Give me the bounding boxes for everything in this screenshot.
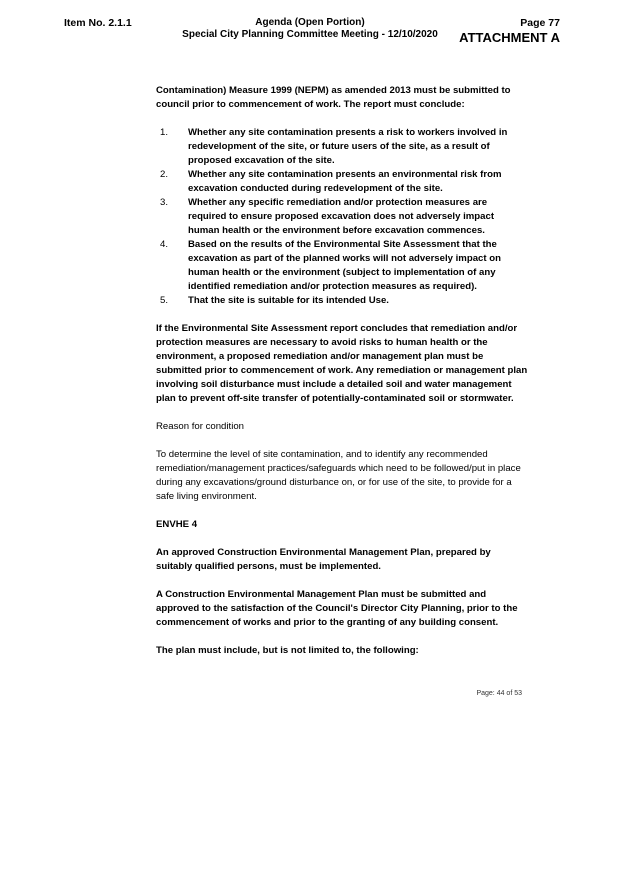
list-item — [156, 168, 528, 196]
list-item — [156, 196, 528, 238]
list-item — [156, 238, 528, 294]
item-number: Item No. 2.1.1 — [64, 17, 132, 29]
document-body — [156, 84, 528, 658]
list-item — [156, 126, 528, 168]
list-item — [156, 294, 528, 308]
envhe-paragraph-1: An approved Construction Environmental Management Plan, prepared by suitably qualified persons, must be implemented. — [156, 547, 491, 572]
page-number: Page 77 — [520, 17, 560, 29]
list-item-text: Whether any site contamination presents an environmental risk from excavation conducted during redevelopment of the site. — [188, 169, 502, 194]
agenda-title — [150, 17, 470, 41]
list-item-number: 1. — [160, 127, 169, 138]
reason-text: To determine the level of site contamination, and to identify any recommended remediation/management practices/safeguards which need to be followed/put in place during any excavations/ground disturbance on, or for use of the site, to provide for a safe living environment. — [156, 449, 521, 502]
list-item-number: 5. — [160, 295, 169, 306]
envhe-paragraph-2: A Construction Environmental Management Plan must be submitted and approved to the satisfaction of the Council's Director City Planning, prior to the commencement of works and prior to the granting of any building consent. — [156, 589, 518, 628]
reason-heading: Reason for condition — [156, 421, 244, 432]
page-footer: Page: 44 of 53 — [476, 690, 522, 697]
agenda-line-2: Special City Planning Committee Meeting - 12/10/2020 — [182, 29, 438, 40]
list-item-text: Whether any specific remediation and/or protection measures are required to ensure proposed excavation does not adversely impact human health or the environment before excavation commences. — [188, 197, 495, 236]
envhe-heading: ENVHE 4 — [156, 519, 198, 530]
list-item-text: Based on the results of the Environmental Site Assessment that the excavation as part of the planned works will not adversely impact on human health or the environment (subject to implementation of any identified remediation and/or protection measures as required). — [188, 239, 501, 292]
envhe-paragraph-3: The plan must include, but is not limited to, the following: — [156, 645, 419, 656]
list-item-number: 4. — [160, 239, 169, 250]
assessment-paragraph: If the Environmental Site Assessment report concludes that remediation and/or protection measures are necessary to avoid risks to human health or the environment, a proposed remediation and/or management plan must be submitted prior to commencement of work. Any remediation or management plan involving soil disturbance must include a detailed soil and water management plan to prevent off-site transfer of potentially-contaminated soil or stormwater. — [156, 323, 528, 404]
page-info — [452, 17, 560, 45]
intro-paragraph: Contamination) Measure 1999 (NEPM) as amended 2013 must be submitted to council prior to commencement of work. The report must conclude: — [156, 85, 511, 110]
list-item-number: 2. — [160, 169, 169, 180]
list-item-text: That the site is suitable for its intended Use. — [188, 295, 389, 306]
list-item-number: 3. — [160, 197, 169, 208]
agenda-line-1: Agenda (Open Portion) — [255, 17, 365, 28]
conclusion-list — [156, 126, 528, 308]
attachment-label: ATTACHMENT A — [459, 30, 560, 45]
list-item-text: Whether any site contamination presents a risk to workers involved in redevelopment of the site, or future users of the site, as a result of proposed excavation of the site. — [188, 127, 508, 166]
